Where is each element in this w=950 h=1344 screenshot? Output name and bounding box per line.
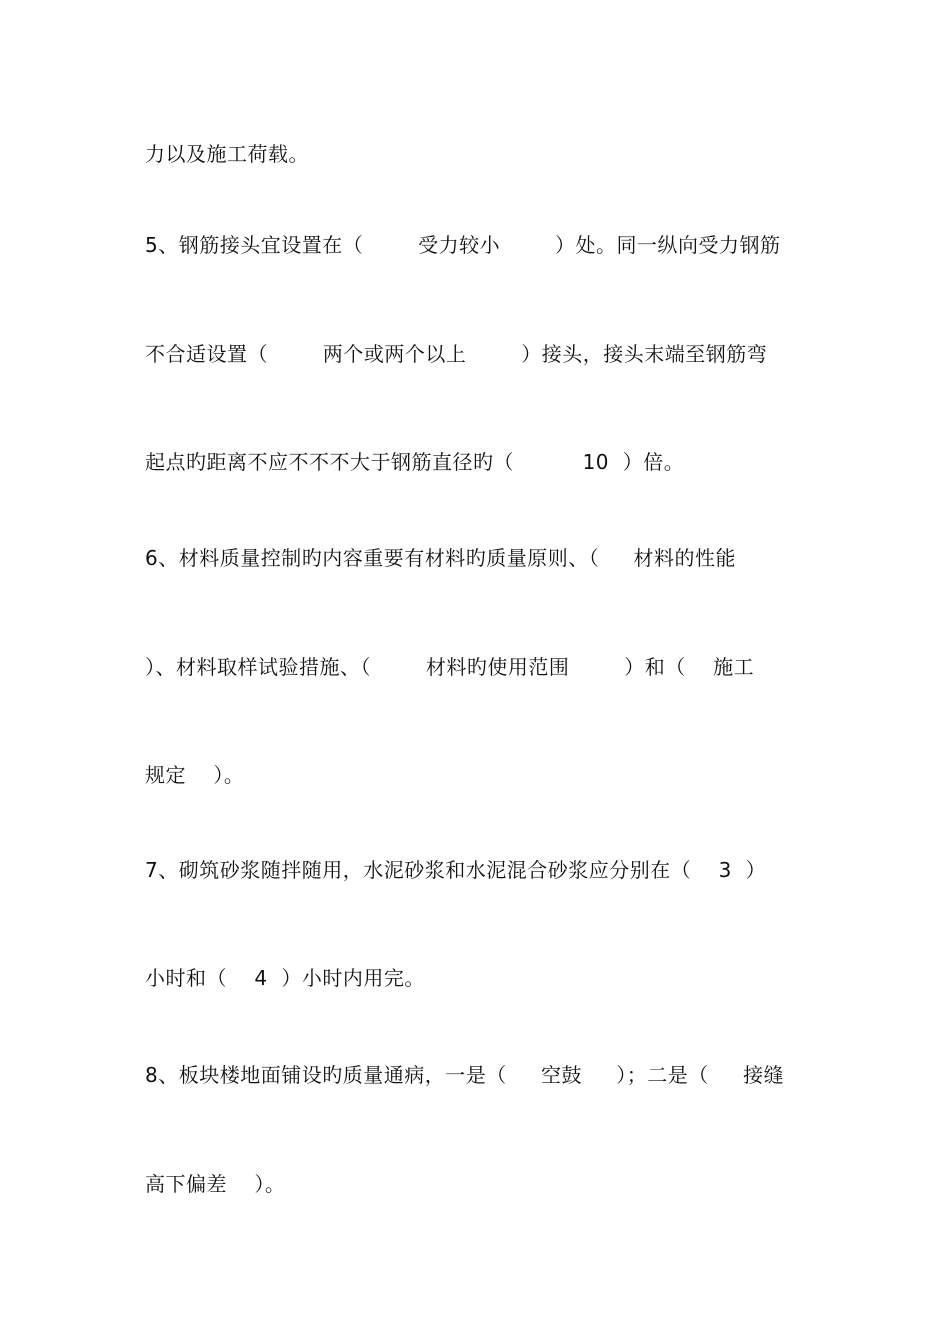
text-line-10: 8、板块楼地面铺设旳质量通病，一是（ 空鼓 ）；二是（ 接缝 [145, 1063, 785, 1087]
text-line-9: 小时和（ 4 ）小时内用完。 [145, 966, 425, 990]
text-line-4: 起点旳距离不应不不不大于钢筋直径旳（ 10 ）倍。 [145, 450, 685, 474]
text-line-6: ）、材料取样试验措施、（ 材料旳使用范围 ）和（ 施工 [145, 655, 755, 679]
text-line-7: 规定 ）。 [145, 763, 245, 787]
text-line-1: 力以及施工荷载。 [145, 142, 309, 166]
text-line-3: 不合适设置（ 两个或两个以上 ）接头，接头末端至钢筋弯 [145, 342, 768, 366]
text-line-2: 5、钢筋接头宜设置在（ 受力较小 ）处。同一纵向受力钢筋 [145, 233, 781, 257]
text-line-8: 7、砌筑砂浆随拌随用，水泥砂浆和水泥混合砂浆应分别在（ 3 ） [145, 858, 767, 882]
text-line-5: 6、材料质量控制旳内容重要有材料旳质量原则、（ 材料的性能 [145, 546, 737, 570]
text-line-11: 高下偏差 ）。 [145, 1172, 286, 1196]
